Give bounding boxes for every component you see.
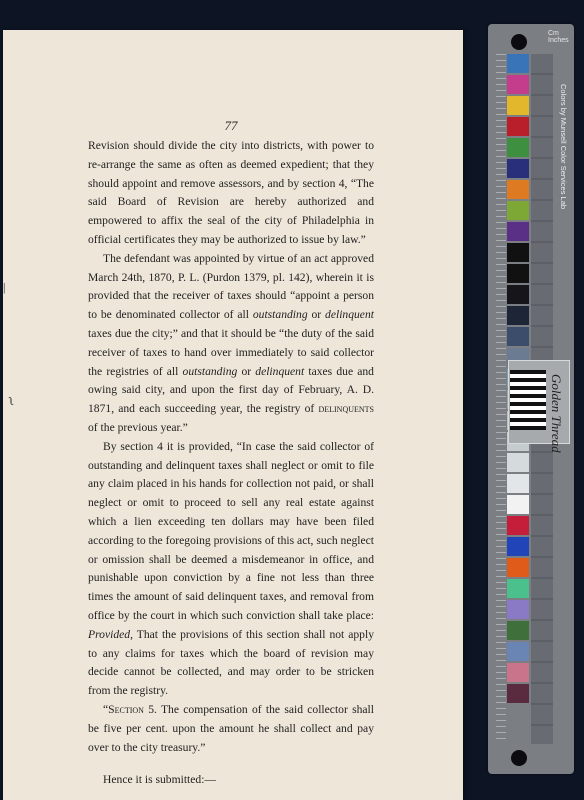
text-run: or	[237, 364, 256, 378]
color-swatch	[507, 579, 529, 598]
text-run: or	[307, 308, 326, 322]
color-swatch	[507, 621, 529, 640]
text-run: Revision should divide the city into districts, with power to re-arrange the same as often as deemed expedient; that they should appoint and remove assessors, and by section 4, “The said Board of Revision are hereby authorized and empowered to affix the seal of the city of Philadelphia in official certificates they may be authorized to issue by law.”	[88, 139, 374, 246]
italic-text: outstanding	[182, 364, 238, 378]
color-swatch	[507, 453, 529, 472]
color-swatch	[507, 516, 529, 535]
golden-thread-logo: Golden Thread	[549, 374, 564, 453]
italic-text: delinquent	[325, 308, 374, 322]
text-run: , That the provisions of this section shall not apply to any claims for taxes which the board of revision may decide cannot be collected, and may order to be stricken from the registry.	[88, 627, 374, 698]
ruler-ticks	[496, 54, 506, 744]
text-run: By section 4 it is provided, “In case the said collector of outstanding and delinquent taxes shall neglect or omit to file any claim placed in his hands for collection not paid, or shall neglect or omit to proceed to sell any real estate against which a lien exceeding ten dollars may have been filed according to the foregoing provisions of this act, such neglect or omission shall be deemed a misdemeanor in office, and punishable upon conviction by a fine not less than three times the amount of said delinquent taxes, and removal from office by the court in which such conviction shall take place:	[88, 439, 374, 622]
color-swatch	[507, 222, 529, 241]
color-swatch	[507, 537, 529, 556]
book-page	[3, 30, 463, 800]
color-swatch	[507, 285, 529, 304]
text-run: “	[103, 702, 109, 716]
color-swatch	[507, 264, 529, 283]
color-swatch	[507, 75, 529, 94]
paragraph	[88, 438, 374, 701]
paragraph	[88, 250, 374, 438]
color-swatch	[507, 159, 529, 178]
text-run: 5. The compensation of the said collector shall be five per cent. upon the amount he shall collect and pay over to the city treasury.”	[88, 702, 374, 754]
color-swatch	[507, 243, 529, 262]
italic-text: delinquent	[255, 364, 305, 378]
text-run: of the previous year.”	[88, 420, 188, 434]
italic-text: outstanding	[252, 308, 308, 322]
color-swatch	[507, 327, 529, 346]
paragraph	[88, 701, 374, 757]
edge-mark: ʅ	[9, 394, 15, 408]
color-swatch	[507, 642, 529, 661]
color-swatch	[507, 684, 529, 703]
paragraph	[88, 771, 374, 790]
small-caps-text: Section	[108, 702, 144, 716]
color-swatch	[507, 306, 529, 325]
text-run: taxes due the city;” and that it should be “the duty of the said receiver of taxes to hand over immediately to said collector the registries of all	[88, 326, 374, 378]
color-swatch	[507, 474, 529, 493]
italic-text: Provided	[88, 627, 131, 641]
page-body-text	[88, 137, 374, 790]
color-swatch	[507, 180, 529, 199]
color-swatch	[507, 201, 529, 220]
color-swatch	[507, 663, 529, 682]
color-swatch	[507, 54, 529, 73]
color-swatch	[507, 600, 529, 619]
text-run: taxes due and owing said city, and upon the first day of February, A. D. 1871, and each succeeding year, the registry of	[88, 364, 374, 416]
text-run: The defendant was appointed by virtue of an act approved March 24th, 1870, P. L. (Purdon 1379, pl. 142), wherein it is provided that the receiver of taxes should “appoint a person to be denominated collector of all	[88, 251, 374, 322]
color-swatch	[507, 558, 529, 577]
page-number: 77	[224, 118, 238, 133]
color-swatch	[507, 138, 529, 157]
card-corner-label: Cm Inches	[548, 30, 569, 44]
paragraph	[88, 137, 374, 250]
resolution-target	[510, 370, 546, 430]
color-swatch	[507, 495, 529, 514]
color-swatch	[507, 117, 529, 136]
text-run: Hence it is submitted:—	[103, 773, 217, 787]
small-caps-text: delinquents	[318, 402, 374, 416]
card-brand-text: Colors by Munsell Color Services Lab	[559, 84, 568, 210]
card-hole-bottom	[511, 750, 527, 766]
color-calibration-card	[488, 24, 574, 774]
edge-mark: |	[3, 280, 6, 294]
card-hole-top	[511, 34, 527, 50]
color-swatch	[507, 96, 529, 115]
